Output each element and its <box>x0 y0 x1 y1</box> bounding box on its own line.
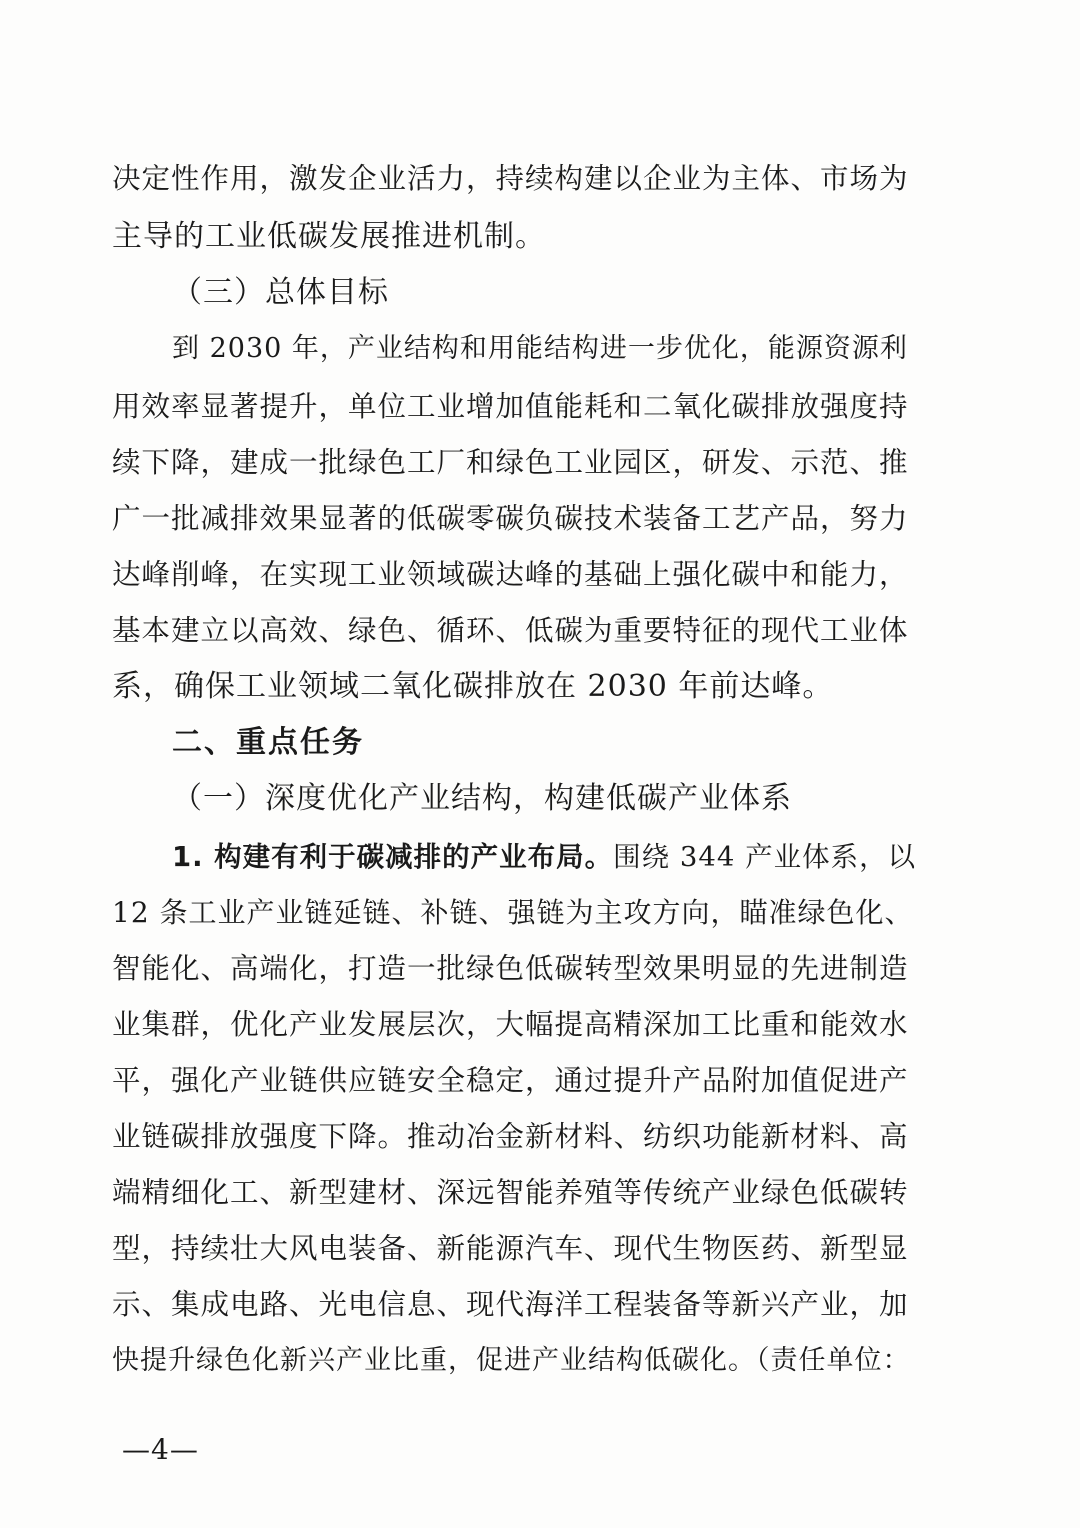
paragraph-line: 续下降，建成一批绿色工厂和绿色工业园区，研发、示范、推 <box>112 446 909 479</box>
paragraph-line: 端精细化工、新型建材、深远智能养殖等传统产业绿色低碳转 <box>112 1176 909 1209</box>
paragraph-line: 广一批减排效果显著的低碳零碳负碳技术装备工艺产品，努力 <box>112 502 909 535</box>
paragraph-line: 业集群，优化产业发展层次，大幅提高精深加工比重和能效水 <box>112 1008 909 1041</box>
paragraph-line: 基本建立以高效、绿色、循环、低碳为重要特征的现代工业体 <box>112 614 909 647</box>
paragraph-line: 达峰削峰，在实现工业领域碳达峰的基础上强化碳中和能力， <box>112 558 909 591</box>
item-1-lead: 1. 构建有利于碳减排的产业布局。 <box>172 841 614 873</box>
subsection-heading: （一）深度优化产业结构，构建低碳产业体系 <box>172 781 792 816</box>
paragraph-line: 主导的工业低碳发展推进机制。 <box>112 219 546 254</box>
item-1-first-line <box>172 828 918 886</box>
paragraph-line: 型，持续壮大风电装备、新能源汽车、现代生物医药、新型显 <box>112 1232 909 1265</box>
paragraph-line: 到 2030 年，产业结构和用能结构进一步优化，能源资源利 <box>172 333 908 364</box>
paragraph-line: 系，确保工业领域二氧化碳排放在 2030 年前达峰。 <box>112 669 834 704</box>
paragraph-line: 业链碳排放强度下降。推动冶金新材料、纺织功能新材料、高 <box>112 1120 909 1153</box>
paragraph-line: 12 条工业产业链延链、补链、强链为主攻方向，瞄准绿色化、 <box>112 896 914 929</box>
section-heading-key-tasks: 二、重点任务 <box>172 725 364 760</box>
paragraph-line: 用效率显著提升，单位工业增加值能耗和二氧化碳排放强度持 <box>112 390 909 423</box>
section-heading-overall-goal: （三）总体目标 <box>172 275 389 310</box>
paragraph-line: 智能化、高端化，打造一批绿色低碳转型效果明显的先进制造 <box>112 952 909 985</box>
paragraph-line: 快提升绿色化新兴产业比重，促进产业结构低碳化。（责任单位： <box>112 1345 911 1376</box>
page-number: —4— <box>122 1433 199 1466</box>
paragraph-line: 示、集成电路、光电信息、现代海洋工程装备等新兴产业，加 <box>112 1288 909 1321</box>
paragraph-line: 平，强化产业链供应链安全稳定，通过提升产品附加值促进产 <box>112 1064 909 1097</box>
item-1-text: 围绕 344 产业体系，以 <box>613 841 917 873</box>
paragraph-line: 决定性作用，激发企业活力，持续构建以企业为主体、市场为 <box>112 162 909 195</box>
